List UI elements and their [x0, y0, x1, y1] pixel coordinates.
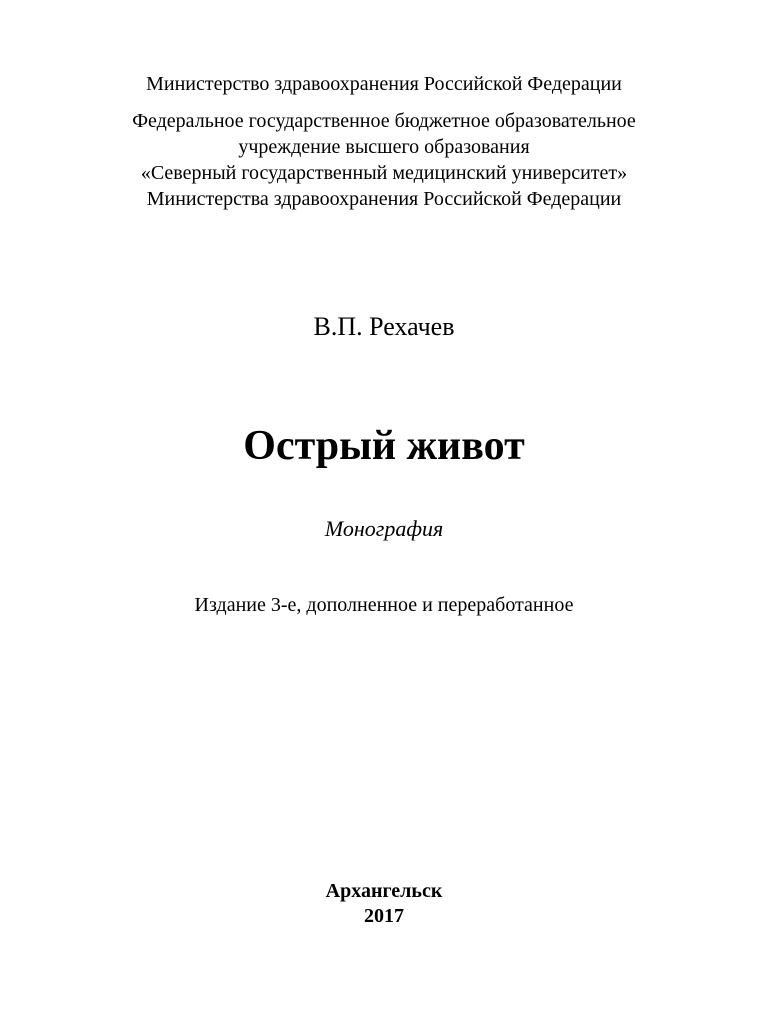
ministry-heading: Министерство здравоохранения Российской Федерации [146, 73, 622, 95]
book-title: Острый живот [243, 423, 525, 469]
institution-line: учреждение высшего образования [238, 136, 530, 158]
institution-line: Федеральное государственное бюджетное образовательное [132, 110, 636, 132]
publication-city: Архангельск [325, 880, 443, 902]
edition-note: Издание 3-е, дополненное и переработанное [194, 594, 574, 616]
institution-line: «Северный государственный медицинский университет» [140, 162, 628, 184]
author-name: В.П. Рехачев [313, 312, 455, 341]
publication-year: 2017 [364, 905, 404, 927]
institution-line: Министерства здравоохранения Российской Федерации [146, 188, 622, 210]
book-subtitle: Монография [324, 516, 444, 541]
